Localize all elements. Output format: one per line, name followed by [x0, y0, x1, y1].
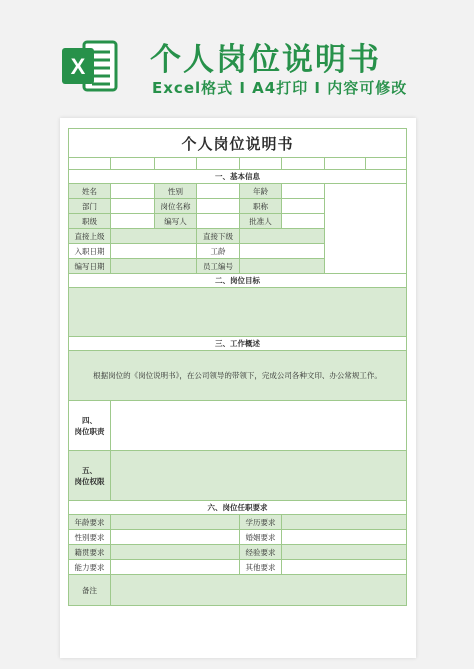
- blank-cell[interactable]: [240, 158, 282, 170]
- field-post-goal[interactable]: [69, 288, 407, 337]
- page-header: [0, 0, 474, 118]
- field-age[interactable]: [282, 184, 325, 199]
- label-level: 职级: [69, 214, 111, 229]
- field-author[interactable]: [197, 214, 240, 229]
- label-gender: 性别: [155, 184, 197, 199]
- field-duties[interactable]: [111, 401, 407, 451]
- label-exp-req: 经验要求: [240, 545, 282, 560]
- blank-cell[interactable]: [197, 158, 240, 170]
- section-basic-info: 一、基本信息: [69, 170, 407, 184]
- label-duties: [69, 401, 111, 451]
- label-superior: 直接上级: [69, 229, 111, 244]
- blank-cell[interactable]: [282, 158, 325, 170]
- label-edu-req: 学历要求: [240, 515, 282, 530]
- label-entry-date: 入职日期: [69, 244, 111, 259]
- field-age-req[interactable]: [111, 515, 240, 530]
- section-post-goal: 二、岗位目标: [69, 274, 407, 288]
- blank-row: [69, 158, 407, 170]
- field-overview[interactable]: 根据岗位的《岗位说明书》，在公司领导的带领下，完成公司各种文印、办公常规工作。: [69, 351, 407, 401]
- field-subordinate[interactable]: [240, 229, 325, 244]
- field-post-name[interactable]: [197, 199, 240, 214]
- label-approver: 批准人: [240, 214, 282, 229]
- label-write-date: 编写日期: [69, 259, 111, 274]
- page-title: 个人岗位说明书: [150, 42, 381, 78]
- field-superior[interactable]: [111, 229, 197, 244]
- field-marital-req[interactable]: [282, 530, 407, 545]
- field-gender-req[interactable]: [111, 530, 240, 545]
- field-gender[interactable]: [197, 184, 240, 199]
- blank-cell[interactable]: [69, 158, 111, 170]
- section-overview: 三、工作概述: [69, 337, 407, 351]
- blank-cell[interactable]: [111, 158, 155, 170]
- logo-letter: X: [70, 54, 86, 79]
- field-native-req[interactable]: [111, 545, 240, 560]
- label-post-name: 岗位名称: [155, 199, 197, 214]
- field-write-date[interactable]: [111, 259, 197, 274]
- label-remark: 备注: [69, 575, 111, 606]
- field-title-rank[interactable]: [282, 199, 325, 214]
- page-subtitle: Excel格式 I A4打印 I 内容可修改: [152, 79, 408, 97]
- label-ability-req: 能力要求: [69, 560, 111, 575]
- field-level[interactable]: [111, 214, 155, 229]
- label-seniority: 工龄: [197, 244, 240, 259]
- field-emp-no[interactable]: [240, 259, 325, 274]
- field-approver[interactable]: [282, 214, 325, 229]
- blank-cell[interactable]: [366, 158, 407, 170]
- photo-area[interactable]: [325, 184, 407, 274]
- job-description-table: [68, 128, 407, 606]
- label-authority-text: 岗位权限: [74, 476, 105, 486]
- label-authority: [69, 451, 111, 501]
- field-exp-req[interactable]: [282, 545, 407, 560]
- field-remark[interactable]: [111, 575, 407, 606]
- label-authority-no: 五、: [82, 465, 97, 475]
- label-other-req: 其他要求: [240, 560, 282, 575]
- excel-logo-icon: [58, 34, 122, 98]
- label-duties-no: 四、: [82, 415, 97, 425]
- field-edu-req[interactable]: [282, 515, 407, 530]
- label-emp-no: 员工编号: [197, 259, 240, 274]
- label-author: 编写人: [155, 214, 197, 229]
- field-authority[interactable]: [111, 451, 407, 501]
- doc-title: 个人岗位说明书: [69, 129, 407, 158]
- label-duties-text: 岗位职责: [74, 426, 105, 436]
- label-gender-req: 性别要求: [69, 530, 111, 545]
- field-entry-date[interactable]: [111, 244, 197, 259]
- section-requirements: 六、岗位任职要求: [69, 501, 407, 515]
- label-native-req: 籍贯要求: [69, 545, 111, 560]
- field-dept[interactable]: [111, 199, 155, 214]
- blank-cell[interactable]: [325, 158, 366, 170]
- label-age-req: 年龄要求: [69, 515, 111, 530]
- field-ability-req[interactable]: [111, 560, 240, 575]
- field-name[interactable]: [111, 184, 155, 199]
- label-title-rank: 职称: [240, 199, 282, 214]
- label-subordinate: 直接下级: [197, 229, 240, 244]
- field-seniority[interactable]: [240, 244, 325, 259]
- blank-cell[interactable]: [155, 158, 197, 170]
- label-age: 年龄: [240, 184, 282, 199]
- field-other-req[interactable]: [282, 560, 407, 575]
- label-marital-req: 婚姻要求: [240, 530, 282, 545]
- label-name: 姓名: [69, 184, 111, 199]
- label-dept: 部门: [69, 199, 111, 214]
